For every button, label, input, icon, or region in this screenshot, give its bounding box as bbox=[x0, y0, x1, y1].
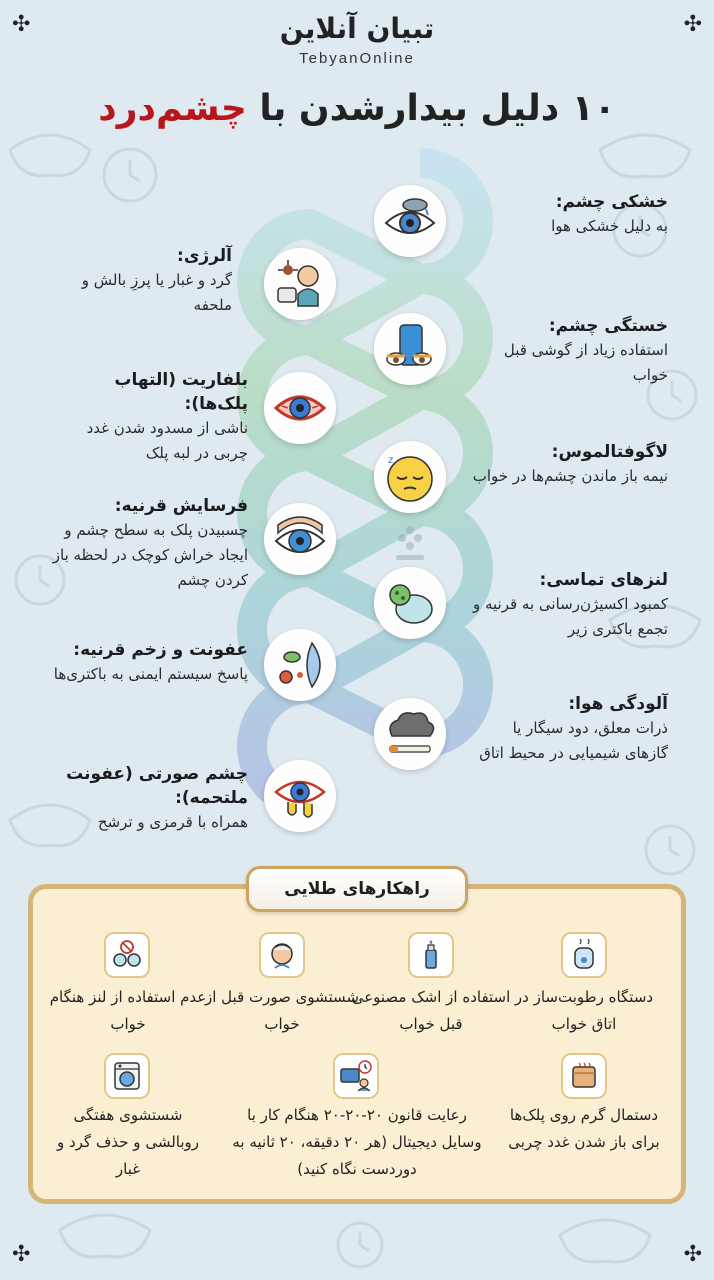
tip-icon-no-lens bbox=[104, 932, 150, 978]
warm-towel-icon bbox=[567, 1059, 601, 1093]
title-part1: ۱۰ دلیل بیدارشدن با bbox=[259, 88, 616, 129]
tip-text-20-20-20: رعایت قانون ۲۰-۲۰-۲۰ هنگام کار با وسایل دیجیتال (هر ۲۰ دقیقه، ۲۰ ثانیه به دوردست نگاه کنید) bbox=[232, 1106, 482, 1178]
reason-icon-dry-eye bbox=[374, 185, 446, 257]
reason-title: خشکی چشم: bbox=[555, 192, 668, 212]
reason-title: خستگی چشم: bbox=[548, 316, 668, 336]
tip-text-warm-towel: دستمال گرم روی پلک‌ها برای باز شدن غدد چربی bbox=[508, 1106, 660, 1151]
corner-ornament-icon: ✣ bbox=[683, 12, 702, 37]
reason-icon-pink-eye bbox=[264, 760, 336, 832]
tip-text-face-wash: شستشوی صورت قبل از خواب bbox=[205, 988, 359, 1033]
tip-text-weekly-wash: شستشوی هفتگی روبالشی و حذف گرد و غبار bbox=[56, 1106, 200, 1178]
reason-title: بلفاریت (التهاب پلک‌ها): bbox=[114, 370, 248, 414]
reason-icon-eye-strain bbox=[374, 313, 446, 385]
reason-icon-lagophthalmos bbox=[374, 441, 446, 513]
tip-icon-weekly-wash bbox=[104, 1053, 150, 1099]
dry-eye-icon bbox=[382, 193, 438, 249]
reason-air-pollution bbox=[468, 692, 668, 766]
eye-strain-icon bbox=[382, 321, 438, 377]
reason-icon-contact-lens bbox=[374, 567, 446, 639]
reason-pink-eye bbox=[48, 762, 248, 835]
brand-logo-en: TebyanOnline bbox=[299, 50, 415, 67]
reason-text: ذرات معلق، دود سیگار یا گازهای شیمیایی در محیط اتاق bbox=[479, 719, 668, 762]
watermark-logo bbox=[392, 522, 428, 564]
reason-dry-eye bbox=[468, 190, 668, 239]
reason-title: عفونت و زخم قرنیه: bbox=[73, 640, 248, 660]
corner-ornament-icon: ✣ bbox=[12, 1242, 31, 1267]
tip-text-artificial-tears: استفاده از اشک مصنوعی قبل خواب bbox=[351, 988, 511, 1033]
washing-machine-icon bbox=[110, 1059, 144, 1093]
screen-break-icon bbox=[339, 1059, 373, 1093]
tips-heading: راهکارهای طلایی bbox=[246, 866, 468, 912]
humidifier-icon bbox=[567, 938, 601, 972]
corner-ornament-icon: ✣ bbox=[683, 1242, 702, 1267]
corner-ornament-icon: ✣ bbox=[12, 12, 31, 37]
sleeping-face-icon bbox=[382, 449, 438, 505]
title-part2: چشم‌درد bbox=[98, 88, 247, 129]
reason-title: چشم صورتی (عفونت ملتحمه): bbox=[66, 764, 248, 808]
reason-icon-blepharitis bbox=[264, 372, 336, 444]
reason-allergy bbox=[48, 244, 232, 318]
bacteria-eye-icon bbox=[272, 637, 328, 693]
reason-title: لنزهای تماسی: bbox=[539, 570, 668, 590]
no-lens-icon bbox=[110, 938, 144, 972]
reason-icon-allergy bbox=[264, 248, 336, 320]
svg-text:z: z bbox=[388, 455, 394, 466]
reason-text: کمبود اکسیژن‌رسانی به قرنیه و تجمع باکتری زیر bbox=[472, 595, 668, 638]
tip-icon-20-20-20 bbox=[333, 1053, 379, 1099]
reason-icon-corneal-erosion bbox=[264, 503, 336, 575]
reason-eye-strain bbox=[468, 314, 668, 388]
brand-logo-fa: تبیان آنلاین bbox=[279, 12, 435, 45]
smoke-icon bbox=[382, 706, 438, 762]
reason-title: فرسایش قرنیه: bbox=[114, 496, 248, 516]
tip-text-no-lens: عدم استفاده از لنز هنگام خواب bbox=[49, 988, 207, 1033]
reason-corneal-ulcer bbox=[48, 638, 248, 687]
reason-text: همراه با قرمزی و ترشح bbox=[97, 813, 248, 831]
reason-text: پاسخ سیستم ایمنی به باکتری‌ها bbox=[53, 665, 248, 683]
reason-text: نیمه باز ماندن چشم‌ها در خواب bbox=[472, 467, 668, 485]
reason-text: ناشی از مسدود شدن غدد چربی در لبه پلک bbox=[86, 419, 248, 462]
tip-text-humidifier: دستگاه رطوبت‌ساز در اتاق خواب bbox=[514, 988, 654, 1033]
reason-text: استفاده زیاد از گوشی قبل خواب bbox=[503, 341, 668, 384]
reason-title: آلودگی هوا: bbox=[568, 694, 668, 714]
reason-contact-lens bbox=[458, 568, 668, 642]
reason-text: گرد و غبار یا پرزِ بالش و ملحفه bbox=[81, 271, 232, 314]
allergy-icon bbox=[272, 256, 328, 312]
reason-text: چسبیدن پلک به سطح چشم و ایجاد خراش کوچک در لحظه باز کردن چشم bbox=[52, 521, 248, 589]
eye-drops-icon bbox=[414, 938, 448, 972]
tip-icon-humidifier bbox=[561, 932, 607, 978]
reason-icon-air-pollution bbox=[374, 698, 446, 770]
tip-icon-face-wash bbox=[259, 932, 305, 978]
contact-lens-icon bbox=[382, 575, 438, 631]
reason-text: به دلیل خشکی هوا bbox=[551, 217, 668, 235]
reason-corneal-erosion bbox=[48, 494, 248, 593]
reason-blepharitis bbox=[48, 368, 248, 466]
reason-lagophthalmos bbox=[468, 440, 668, 489]
pink-eye-icon bbox=[272, 768, 328, 824]
reason-icon-corneal-ulcer bbox=[264, 629, 336, 701]
tip-icon-artificial-tears bbox=[408, 932, 454, 978]
cornea-icon bbox=[272, 511, 328, 567]
tip-icon-warm-towel bbox=[561, 1053, 607, 1099]
face-wash-icon bbox=[265, 938, 299, 972]
inflamed-eye-icon bbox=[272, 380, 328, 436]
reason-title: لاگوفتالموس: bbox=[551, 442, 668, 462]
reason-title: آلرژی: bbox=[177, 246, 232, 266]
